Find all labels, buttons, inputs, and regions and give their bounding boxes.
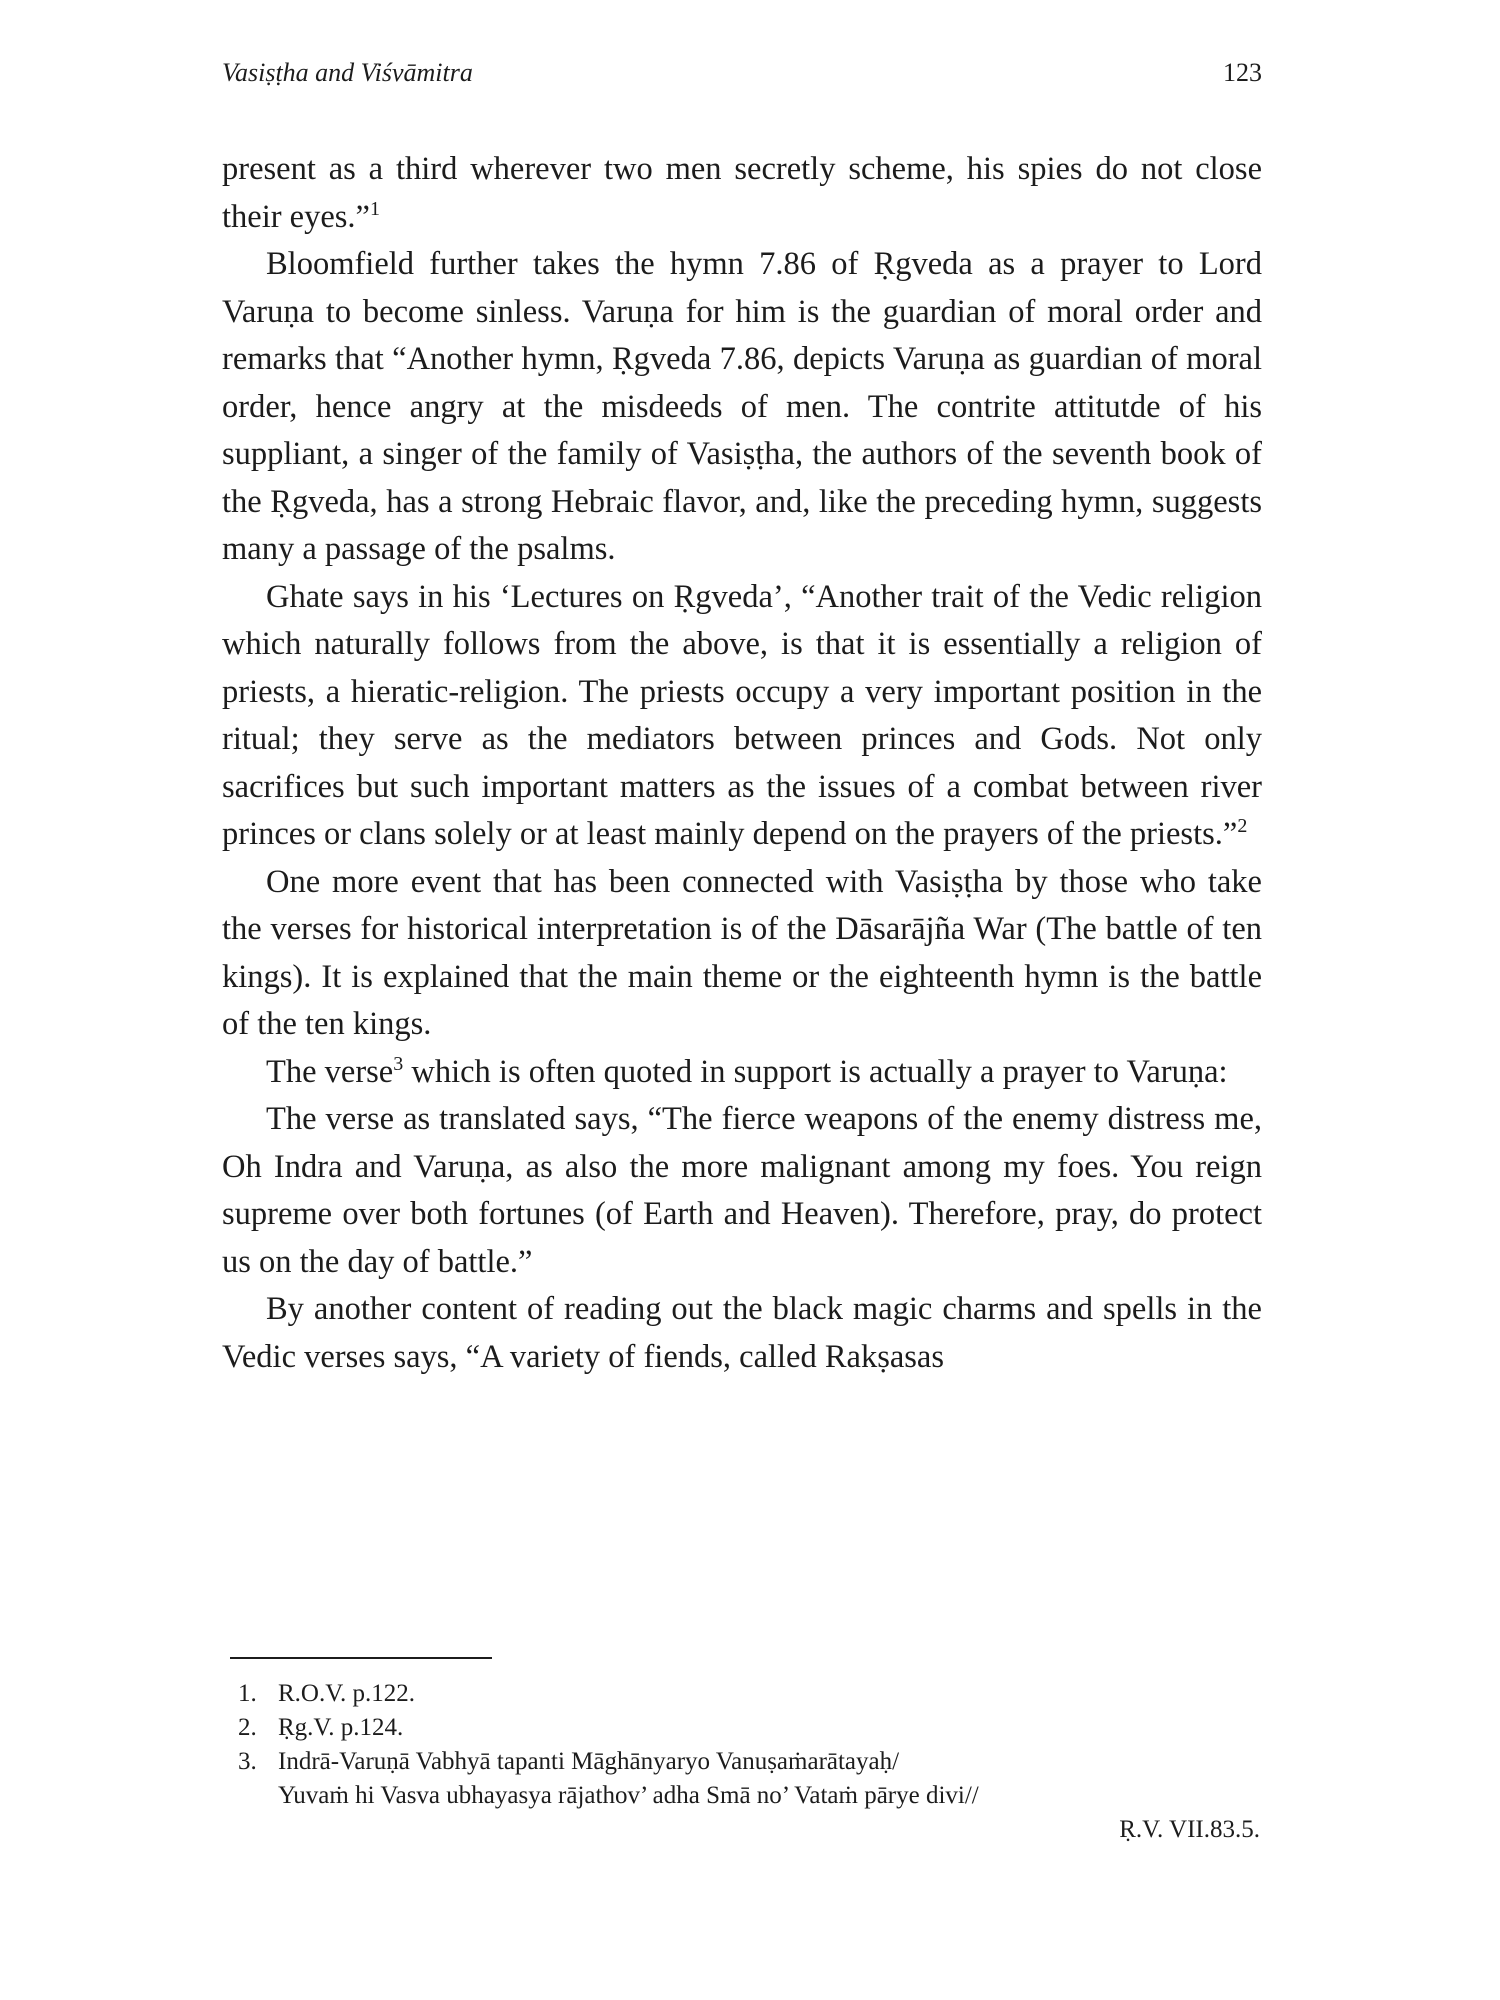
footnote-ref-2: 2 [1237,815,1248,837]
paragraph-5-text-after: which is often quoted in support is actually a prayer to Varuṇa: [403,1053,1228,1090]
footnote-citation: Ṛ.V. VII.83.5. [1119,1816,1260,1843]
footnote-text: Ṛg.V. p.124. [278,1714,404,1741]
footnote-1 [230,1677,1260,1711]
footnote-2 [230,1711,1260,1745]
paragraph-3-text: Ghate says in his ‘Lectures on Ṛgveda’, “Another trait of the Vedic religion which naturally follows from the above, is that it is essentially a religion of priests, a hieratic-religion. The priests occupy a very important position in the ritual; they serve as the mediators between princes and Gods. Not only sacrifices but such important matters as the issues of a combat between river princes or clans solely or at least mainly depend on the prayers of the priests.” [222,578,1262,852]
footnote-text: R.O.V. p.122. [278,1680,416,1707]
footnote-rule [230,1657,492,1659]
paragraph-6 [222,1096,1262,1286]
paragraph-1-text: present as a third wherever two men secretly scheme, his spies do not close their eyes.” [222,151,1262,235]
paragraph-4 [222,859,1262,1049]
footnotes [230,1677,1260,1847]
footnote-ref-1: 1 [369,197,380,220]
footnote-verse-line-2: Yuvaṁ hi Vasva ubhayasya rājathov’ adha Smā no’ Vataṁ pārye divi// [278,1782,979,1809]
paragraph-7 [222,1286,1262,1381]
footnote-verse-line-1: Indrā-Varuṇā Vabhyā tapanti Māghānyaryo Vanuṣaṁarātayaḥ/ [278,1748,900,1775]
footnote-3 [230,1745,1260,1847]
paragraph-1 [222,146,1262,241]
paragraph-2 [222,241,1262,574]
running-head [222,58,1262,98]
paragraph-5 [222,1049,1262,1097]
footnote-number: 2. [238,1714,257,1741]
running-title: Vasiṣṭha and Viśvāmitra [222,58,473,87]
page-number: 123 [1223,58,1262,87]
paragraph-5-text-before: The verse [266,1053,394,1090]
footnote-ref-3: 3 [393,1052,404,1075]
footnote-number: 3. [238,1748,257,1775]
footnote-number: 1. [238,1680,257,1707]
paragraph-7-text: By another content of reading out the black magic charms and spells in the Vedic verses says, “A variety of fiends, called Rakṣasas [222,1291,1262,1375]
body-text [222,146,1262,1381]
paragraph-3 [222,574,1262,859]
paragraph-4-text: One more event that has been connected with Vasiṣṭha by those who take the verses for historical interpretation is of the Dāsarājña War (The battle of ten kings). It is explained that the main theme or the eighteenth hymn is the battle of the ten kings. [222,863,1262,1042]
paragraph-2-text: Bloomfield further takes the hymn 7.86 of Ṛgveda as a prayer to Lord Varuṇa to become sinless. Varuṇa for him is the guardian of moral order and remarks that “Another hymn, Ṛgveda 7.86, depicts Varuṇa as guardian of moral order, hence angry at the misdeeds of men. The contrite attitutde of his suppliant, a singer of the family of Vasiṣṭha, the authors of the seventh book of the Ṛgveda, has a strong Hebraic flavor, and, like the preceding hymn, suggests many a passage of the psalms. [222,246,1262,567]
paragraph-6-text: The verse as translated says, “The fierce weapons of the enemy distress me, Oh Indra and Varuṇa, as also the more malignant among my foes. You reign supreme over both fortunes (of Earth and Heaven). Therefore, pray, do protect us on the day of battle.” [222,1101,1262,1280]
